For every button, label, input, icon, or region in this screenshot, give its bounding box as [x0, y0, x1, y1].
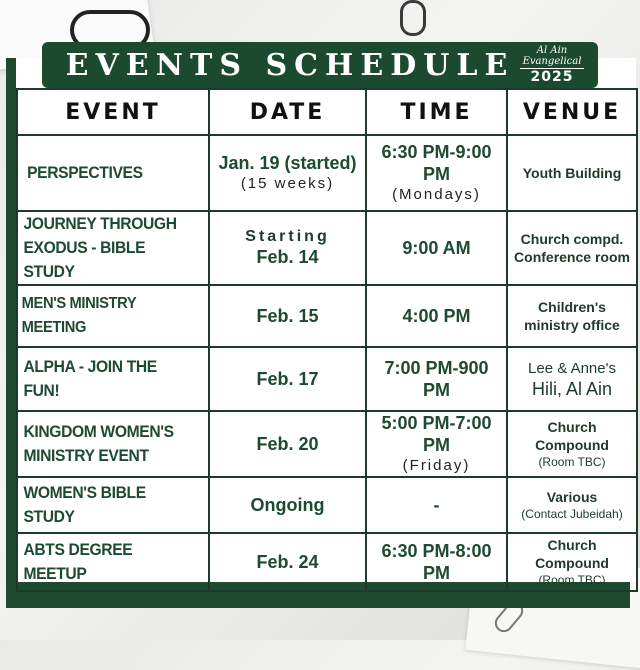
time-main: 4:00 PM	[402, 306, 471, 326]
date-pre: Starting	[245, 228, 330, 245]
venue-line: Youth Building	[522, 165, 622, 181]
venue-cell	[507, 533, 637, 591]
time-main: 6:30 PM-9:00 PM	[381, 142, 492, 184]
events-table	[16, 88, 638, 592]
venue-cell	[507, 411, 637, 477]
time-main: 9:00 AM	[402, 238, 471, 258]
column-header-date: DATE	[209, 89, 366, 135]
table-row	[17, 347, 637, 411]
venue-note: (Contact Jubeidah)	[521, 507, 623, 521]
event-cell	[17, 347, 194, 411]
event-name-line: EXODUS - BIBLE STUDY	[23, 238, 146, 281]
logo-year: 2025	[530, 69, 574, 85]
date-main: Feb. 20	[256, 434, 319, 454]
time-main: 7:00 PM-900 PM	[384, 358, 489, 400]
venue-line: Compound	[535, 437, 609, 453]
venue-cell	[507, 477, 637, 533]
table-row	[17, 135, 637, 211]
table-row	[17, 533, 637, 591]
time-main: -	[433, 495, 440, 515]
venue-line: Conference room	[514, 249, 630, 265]
logo-script: Al Ain Evangelical	[520, 45, 584, 69]
event-name-line: MINISTRY EVENT	[23, 446, 149, 465]
event-cell	[17, 411, 194, 477]
venue-note: (Room TBC)	[538, 455, 606, 469]
table-header-row	[17, 89, 637, 135]
time-cell	[366, 477, 507, 533]
event-name: WOMEN'S BIBLE STUDY	[23, 483, 146, 526]
time-cell	[366, 533, 507, 591]
venue-line: Children's	[538, 299, 606, 315]
venue-line: Lee & Anne's	[528, 359, 616, 377]
venue-line: Compound	[535, 555, 609, 571]
venue-cell	[507, 135, 637, 211]
event-cell	[17, 211, 194, 285]
venue-line: Hili, Al Ain	[531, 378, 613, 399]
date-main: Feb. 15	[256, 306, 319, 326]
venue-line: ministry office	[524, 317, 620, 333]
time-cell	[366, 135, 507, 211]
church-logo	[520, 44, 584, 86]
page-title: EVENTS SCHEDULE	[65, 47, 515, 83]
venue-cell	[507, 211, 637, 285]
venue-note: (Room TBC)	[538, 573, 606, 587]
event-cell	[17, 477, 194, 533]
time-cell	[366, 285, 507, 347]
date-main: Feb. 17	[256, 369, 319, 389]
column-header-time: TIME	[366, 89, 507, 135]
table-row	[17, 285, 637, 347]
column-header-venue: VENUE	[507, 89, 637, 135]
date-cell	[209, 533, 366, 591]
date-cell	[209, 411, 366, 477]
binder-clip-icon	[400, 0, 426, 36]
venue-cell	[507, 347, 637, 411]
venue-cell	[507, 285, 637, 347]
date-cell	[209, 135, 366, 211]
title-banner	[42, 42, 598, 88]
time-cell	[366, 211, 507, 285]
event-name-line: KINGDOM WOMEN'S	[23, 422, 174, 441]
table-row	[17, 477, 637, 533]
event-cell	[17, 285, 194, 347]
date-cell	[209, 477, 366, 533]
table-row	[17, 411, 637, 477]
date-cell	[209, 285, 366, 347]
event-name: ABTS DEGREE MEETUP	[23, 540, 133, 583]
time-cell	[366, 411, 507, 477]
date-main: Feb. 14	[256, 247, 319, 267]
time-sub: (Friday)	[402, 457, 471, 474]
table-row	[17, 211, 637, 285]
venue-line: Church	[547, 537, 597, 553]
time-cell	[366, 347, 507, 411]
date-sub: (15 weeks)	[240, 175, 335, 192]
venue-line: Church	[547, 419, 597, 435]
event-name-line: JOURNEY THROUGH	[23, 214, 177, 233]
date-main: Ongoing	[250, 495, 325, 515]
date-main: Feb. 24	[256, 552, 319, 572]
event-name: ALPHA - JOIN THE FUN!	[23, 357, 157, 400]
time-main: 5:00 PM-7:00 PM	[381, 413, 492, 455]
date-cell	[209, 347, 366, 411]
time-main: 6:30 PM-8:00 PM	[381, 541, 492, 583]
event-name: MEN'S MINISTRY MEETING	[21, 295, 137, 336]
event-name: PERSPECTIVES	[27, 163, 143, 182]
event-cell	[17, 135, 194, 211]
date-cell	[209, 211, 366, 285]
venue-line: Various	[546, 489, 598, 505]
column-header-event: EVENT	[17, 89, 209, 135]
venue-line: Church compd.	[520, 231, 624, 247]
event-cell	[17, 533, 194, 591]
date-main: Jan. 19 (started)	[218, 153, 357, 173]
time-sub: (Mondays)	[392, 186, 481, 203]
